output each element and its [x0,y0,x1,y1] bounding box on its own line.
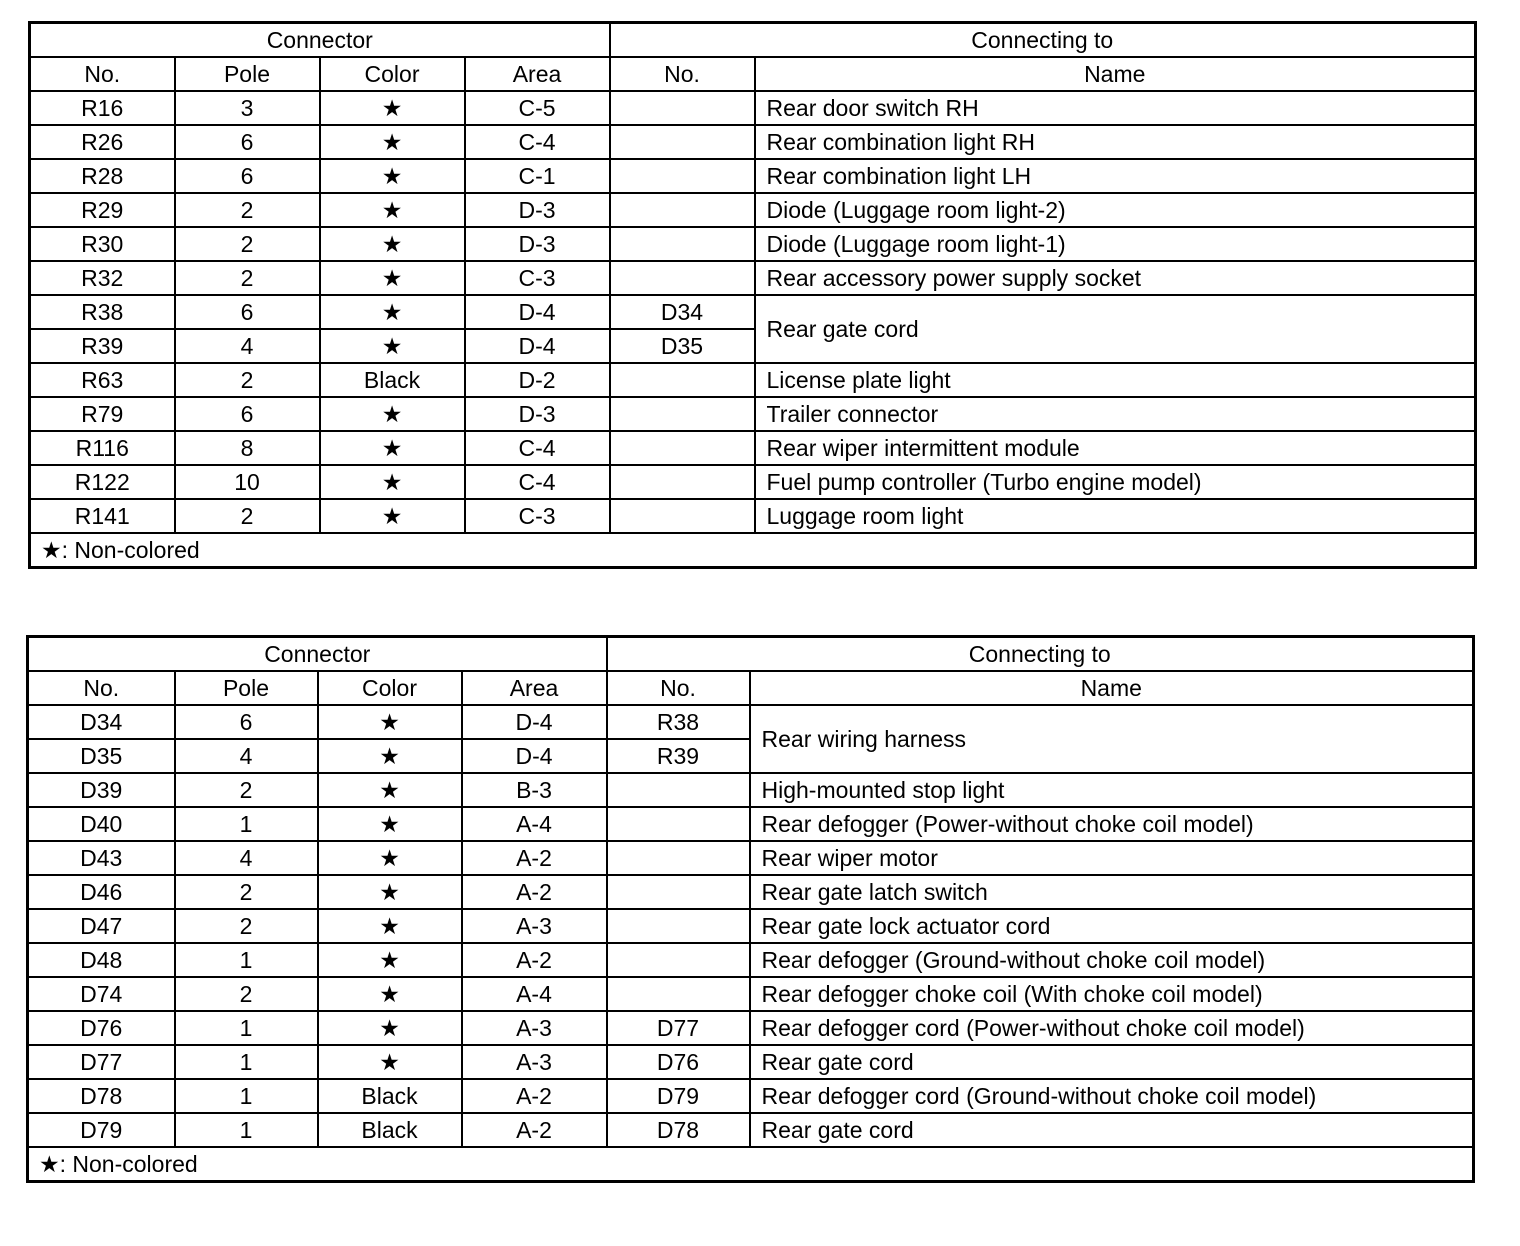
cell-pole: 3 [175,91,320,125]
cell-color: ★ [320,193,465,227]
table-row [30,193,1476,227]
cell-color: ★ [318,841,462,875]
cell-color: ★ [318,773,462,807]
table-body [28,637,1474,1182]
cell-area: C-4 [465,465,610,499]
cell-to-no: D34 [610,295,755,329]
cell-area: A-2 [462,943,607,977]
cell-name: Rear defogger (Ground-without choke coil model) [750,943,1474,977]
cell-color: ★ [320,397,465,431]
cell-color: ★ [318,909,462,943]
cell-to-no [607,943,750,977]
cell-name: Rear wiper motor [750,841,1474,875]
cell-name: Fuel pump controller (Turbo engine model) [755,465,1476,499]
footnote-row [28,1147,1474,1182]
connector-group-header: Connector [28,637,607,672]
table-row [30,261,1476,295]
table-row [28,773,1474,807]
cell-pole: 2 [175,875,318,909]
cell-color: ★ [318,705,462,739]
table-row [28,1045,1474,1079]
cell-name: Rear combination light RH [755,125,1476,159]
cell-no: R122 [30,465,175,499]
col-header-name: Name [755,57,1476,91]
cell-area: A-3 [462,909,607,943]
cell-color: ★ [320,227,465,261]
cell-color: ★ [318,1011,462,1045]
col-header-to-no: No. [610,57,755,91]
col-header-color: Color [318,671,462,705]
cell-name: Rear gate cord [755,295,1476,363]
table-row [30,499,1476,533]
table-row [30,465,1476,499]
cell-pole: 6 [175,295,320,329]
cell-pole: 4 [175,329,320,363]
cell-no: R28 [30,159,175,193]
cell-area: D-3 [465,193,610,227]
cell-color: ★ [320,261,465,295]
table-body [30,23,1476,568]
col-header-color: Color [320,57,465,91]
table-row [30,431,1476,465]
cell-no: R116 [30,431,175,465]
cell-area: C-1 [465,159,610,193]
cell-to-no [610,397,755,431]
cell-area: B-3 [462,773,607,807]
group-header-row [30,23,1476,58]
cell-no: R39 [30,329,175,363]
table-row [28,705,1474,739]
connecting-to-group-header: Connecting to [610,23,1476,58]
cell-pole: 2 [175,193,320,227]
col-header-area: Area [462,671,607,705]
cell-pole: 1 [175,1011,318,1045]
cell-pole: 1 [175,1079,318,1113]
table-row [28,841,1474,875]
cell-color: ★ [320,431,465,465]
cell-pole: 2 [175,499,320,533]
cell-area: A-4 [462,807,607,841]
connector-table-r [28,21,1477,569]
cell-to-no: R38 [607,705,750,739]
cell-pole: 4 [175,739,318,773]
cell-color: ★ [320,499,465,533]
cell-name: High-mounted stop light [750,773,1474,807]
cell-color: ★ [320,159,465,193]
cell-pole: 2 [175,261,320,295]
cell-color: Black [318,1113,462,1147]
cell-to-no [610,431,755,465]
cell-no: D47 [28,909,175,943]
cell-to-no: D35 [610,329,755,363]
table-row [30,397,1476,431]
cell-no: D34 [28,705,175,739]
cell-pole: 1 [175,807,318,841]
table-row [28,1011,1474,1045]
cell-pole: 8 [175,431,320,465]
cell-pole: 2 [175,227,320,261]
cell-no: R79 [30,397,175,431]
cell-to-no [610,159,755,193]
cell-to-no [610,499,755,533]
cell-no: R63 [30,363,175,397]
cell-color: ★ [320,295,465,329]
cell-to-no [610,125,755,159]
cell-name: Rear defogger cord (Ground-without choke coil model) [750,1079,1474,1113]
cell-area: C-5 [465,91,610,125]
cell-color: ★ [318,807,462,841]
cell-area: A-2 [462,875,607,909]
cell-name: Rear door switch RH [755,91,1476,125]
cell-no: D48 [28,943,175,977]
cell-area: D-4 [465,329,610,363]
cell-to-no [607,977,750,1011]
table-row [28,807,1474,841]
cell-area: C-4 [465,431,610,465]
cell-pole: 2 [175,909,318,943]
cell-pole: 4 [175,841,318,875]
cell-name: Rear gate latch switch [750,875,1474,909]
cell-no: R32 [30,261,175,295]
table-row [30,125,1476,159]
cell-color: ★ [318,1045,462,1079]
cell-name: Rear defogger cord (Power-without choke coil model) [750,1011,1474,1045]
cell-color: Black [320,363,465,397]
table-row [28,909,1474,943]
cell-area: A-4 [462,977,607,1011]
cell-area: A-3 [462,1011,607,1045]
cell-to-no [607,773,750,807]
cell-name: Rear wiper intermittent module [755,431,1476,465]
cell-pole: 6 [175,705,318,739]
cell-area: D-4 [462,739,607,773]
cell-to-no [610,193,755,227]
cell-pole: 2 [175,363,320,397]
col-header-pole: Pole [175,671,318,705]
cell-color: ★ [318,875,462,909]
cell-to-no [610,261,755,295]
cell-no: R16 [30,91,175,125]
cell-area: C-3 [465,261,610,295]
cell-pole: 2 [175,773,318,807]
cell-name: Rear accessory power supply socket [755,261,1476,295]
cell-to-no [610,91,755,125]
cell-no: D40 [28,807,175,841]
table-row [30,295,1476,329]
cell-area: D-3 [465,227,610,261]
col-header-to-no: No. [607,671,750,705]
cell-name: License plate light [755,363,1476,397]
cell-name: Diode (Luggage room light-1) [755,227,1476,261]
cell-area: C-3 [465,499,610,533]
cell-pole: 10 [175,465,320,499]
connecting-to-group-header: Connecting to [607,637,1474,672]
cell-to-no [607,875,750,909]
cell-area: A-2 [462,1113,607,1147]
table-row [28,1079,1474,1113]
cell-no: D74 [28,977,175,1011]
cell-to-no [607,909,750,943]
connector-group-header: Connector [30,23,610,58]
connector-table-d [26,635,1475,1183]
cell-color: ★ [318,739,462,773]
footnote-row [30,533,1476,568]
cell-name: Rear gate lock actuator cord [750,909,1474,943]
cell-area: A-2 [462,1079,607,1113]
cell-pole: 1 [175,943,318,977]
cell-color: ★ [320,91,465,125]
column-header-row [28,671,1474,705]
cell-no: D78 [28,1079,175,1113]
cell-to-no: D79 [607,1079,750,1113]
cell-name: Rear gate cord [750,1045,1474,1079]
cell-no: R26 [30,125,175,159]
column-header-row [30,57,1476,91]
cell-no: D46 [28,875,175,909]
cell-name: Luggage room light [755,499,1476,533]
cell-area: A-3 [462,1045,607,1079]
cell-pole: 6 [175,159,320,193]
cell-name: Rear gate cord [750,1113,1474,1147]
cell-to-no [610,227,755,261]
cell-no: D35 [28,739,175,773]
cell-to-no: R39 [607,739,750,773]
cell-color: ★ [320,465,465,499]
cell-to-no [607,841,750,875]
cell-name: Trailer connector [755,397,1476,431]
table-row [28,875,1474,909]
footnote: ★: Non-colored [30,533,1476,568]
group-header-row [28,637,1474,672]
cell-color: ★ [320,125,465,159]
cell-name: Rear defogger choke coil (With choke coil model) [750,977,1474,1011]
cell-name: Diode (Luggage room light-2) [755,193,1476,227]
cell-pole: 6 [175,397,320,431]
table-row [28,943,1474,977]
cell-pole: 1 [175,1113,318,1147]
cell-area: D-4 [465,295,610,329]
cell-no: D76 [28,1011,175,1045]
cell-area: D-4 [462,705,607,739]
cell-no: R30 [30,227,175,261]
cell-name: Rear wiring harness [750,705,1474,773]
cell-color: ★ [318,977,462,1011]
cell-color: ★ [318,943,462,977]
cell-pole: 1 [175,1045,318,1079]
cell-color: ★ [320,329,465,363]
cell-area: C-4 [465,125,610,159]
table-row [30,91,1476,125]
cell-to-no [607,807,750,841]
cell-pole: 2 [175,977,318,1011]
cell-no: D77 [28,1045,175,1079]
cell-name: Rear defogger (Power-without choke coil model) [750,807,1474,841]
col-header-no: No. [28,671,175,705]
cell-area: D-3 [465,397,610,431]
col-header-no: No. [30,57,175,91]
cell-no: R29 [30,193,175,227]
col-header-name: Name [750,671,1474,705]
cell-no: D79 [28,1113,175,1147]
footnote: ★: Non-colored [28,1147,1474,1182]
cell-area: A-2 [462,841,607,875]
cell-to-no: D76 [607,1045,750,1079]
cell-to-no [610,363,755,397]
col-header-area: Area [465,57,610,91]
cell-to-no: D77 [607,1011,750,1045]
cell-name: Rear combination light LH [755,159,1476,193]
cell-no: R38 [30,295,175,329]
table-row [30,159,1476,193]
cell-pole: 6 [175,125,320,159]
cell-to-no [610,465,755,499]
cell-no: D43 [28,841,175,875]
cell-to-no: D78 [607,1113,750,1147]
table-row [30,227,1476,261]
cell-area: D-2 [465,363,610,397]
col-header-pole: Pole [175,57,320,91]
cell-no: D39 [28,773,175,807]
cell-no: R141 [30,499,175,533]
table-row [28,977,1474,1011]
table-row [30,363,1476,397]
table-row [28,1113,1474,1147]
cell-color: Black [318,1079,462,1113]
